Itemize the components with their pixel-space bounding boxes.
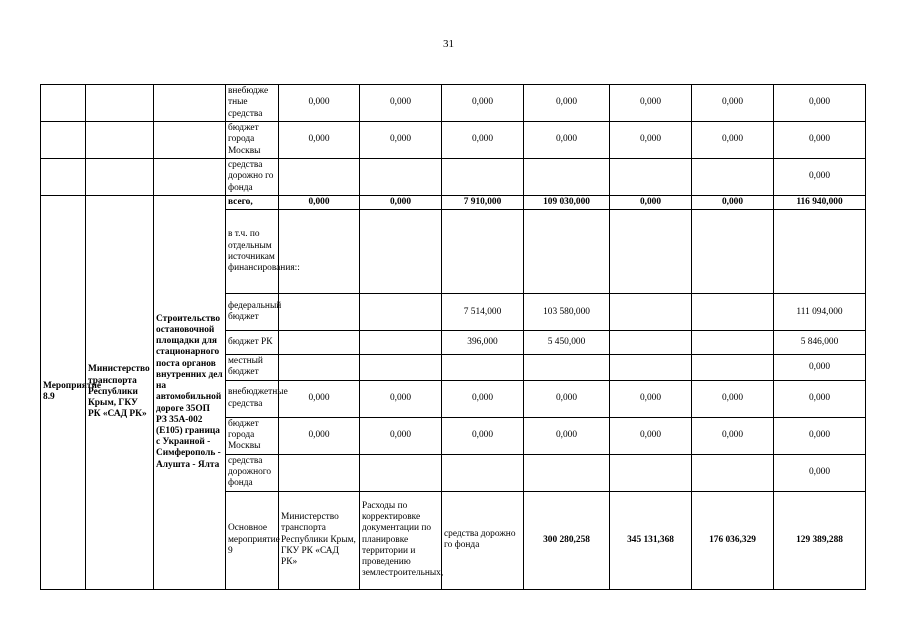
value-cell (610, 159, 692, 196)
executor-cell (86, 85, 154, 122)
event-cell (41, 122, 86, 159)
value-cell: 5 846,000 (774, 331, 866, 355)
value-cell (524, 159, 610, 196)
value-cell: 0,000 (774, 85, 866, 122)
value-cell (610, 210, 692, 294)
value-cell: 0,000 (692, 380, 774, 417)
source-cell: внебюджетные средства (226, 380, 279, 417)
value-cell (692, 331, 774, 355)
value-cell (360, 454, 442, 491)
description-cell: Расходы по корректировке документации по планировке территории и проведению землестроительных, (360, 491, 442, 589)
event-cell: Мероприятие 8.9 (41, 196, 86, 590)
value-cell: 0,000 (524, 122, 610, 159)
value-cell: 0,000 (279, 196, 360, 210)
value-cell: 0,000 (360, 196, 442, 210)
value-cell: 0,000 (360, 380, 442, 417)
value-cell: 0,000 (610, 380, 692, 417)
value-cell: 129 389,288 (774, 491, 866, 589)
description-cell: Строительство остановочной площадки для стационарного поста органов внутренних дел на автомобильной дороге 35ОП РЗ 35А-002 (Е105) граница с Украиной - Симферополь - Алушта - Ялта (154, 196, 226, 590)
value-cell: 5 450,000 (524, 331, 610, 355)
value-cell (442, 454, 524, 491)
value-cell (524, 355, 610, 380)
event-cell (41, 159, 86, 196)
value-cell: 300 280,258 (524, 491, 610, 589)
value-cell (360, 294, 442, 331)
value-cell: 0,000 (692, 85, 774, 122)
table-row (41, 122, 866, 159)
value-cell (442, 159, 524, 196)
value-cell (279, 331, 360, 355)
value-cell (442, 355, 524, 380)
value-cell (610, 454, 692, 491)
value-cell (610, 355, 692, 380)
value-cell (692, 159, 774, 196)
value-cell: 0,000 (442, 380, 524, 417)
source-cell: всего, (226, 196, 279, 210)
value-cell (610, 331, 692, 355)
value-cell: 0,000 (442, 85, 524, 122)
value-cell: 0,000 (360, 122, 442, 159)
value-cell: 111 094,000 (774, 294, 866, 331)
value-cell (279, 355, 360, 380)
event-cell (41, 85, 86, 122)
value-cell (524, 210, 610, 294)
value-cell: 0,000 (360, 85, 442, 122)
table-row (41, 159, 866, 196)
value-cell: 109 030,000 (524, 196, 610, 210)
value-cell: 0,000 (360, 417, 442, 454)
value-cell: 396,000 (442, 331, 524, 355)
value-cell (360, 331, 442, 355)
source-cell: бюджет города Москвы (226, 122, 279, 159)
event-cell: Основное мероприятие 9 (226, 491, 279, 589)
value-cell (360, 355, 442, 380)
value-cell: 176 036,329 (692, 491, 774, 589)
value-cell: 0,000 (774, 122, 866, 159)
source-cell: в т.ч. по отдельным источникам финансирования:: (226, 210, 279, 294)
value-cell: 116 940,000 (774, 196, 866, 210)
value-cell: 103 580,000 (524, 294, 610, 331)
source-cell: местный бюджет (226, 355, 279, 380)
executor-cell: Министерство транспорта Республики Крым, ГКУ РК «САД РК» (279, 491, 360, 589)
source-cell: федеральный бюджет (226, 294, 279, 331)
value-cell (692, 294, 774, 331)
value-cell: 0,000 (610, 122, 692, 159)
description-cell (154, 85, 226, 122)
value-cell: 0,000 (692, 122, 774, 159)
value-cell: 0,000 (774, 380, 866, 417)
source-cell: бюджет РК (226, 331, 279, 355)
value-cell (692, 210, 774, 294)
source-cell: внебюдже тные средства (226, 85, 279, 122)
value-cell (360, 159, 442, 196)
value-cell: 0,000 (279, 122, 360, 159)
value-cell: 0,000 (774, 159, 866, 196)
value-cell: 0,000 (524, 380, 610, 417)
table-row (41, 196, 866, 210)
value-cell: 0,000 (692, 196, 774, 210)
funding-table (40, 84, 866, 590)
value-cell: 0,000 (279, 417, 360, 454)
value-cell: 0,000 (524, 85, 610, 122)
value-cell: 0,000 (279, 380, 360, 417)
value-cell: 0,000 (692, 417, 774, 454)
value-cell: 0,000 (774, 454, 866, 491)
table-row (41, 85, 866, 122)
value-cell (279, 294, 360, 331)
value-cell (692, 454, 774, 491)
value-cell: 7 514,000 (442, 294, 524, 331)
value-cell: 0,000 (610, 196, 692, 210)
value-cell: 0,000 (610, 85, 692, 122)
value-cell: 0,000 (279, 85, 360, 122)
value-cell (279, 159, 360, 196)
source-cell: средства дорожно го фонда (442, 491, 524, 589)
value-cell (610, 294, 692, 331)
value-cell: 7 910,000 (442, 196, 524, 210)
value-cell: 0,000 (524, 417, 610, 454)
source-cell: бюджет города Москвы (226, 417, 279, 454)
description-cell (154, 159, 226, 196)
value-cell (442, 210, 524, 294)
executor-cell: Министерство транспорта Республики Крым, ГКУ РК «САД РК» (86, 196, 154, 590)
value-cell (279, 210, 360, 294)
value-cell (360, 210, 442, 294)
value-cell: 0,000 (442, 122, 524, 159)
value-cell: 0,000 (774, 417, 866, 454)
value-cell: 345 131,368 (610, 491, 692, 589)
value-cell: 0,000 (610, 417, 692, 454)
value-cell (279, 454, 360, 491)
value-cell (774, 210, 866, 294)
executor-cell (86, 122, 154, 159)
executor-cell (86, 159, 154, 196)
description-cell (154, 122, 226, 159)
source-cell: средства дорожно го фонда (226, 159, 279, 196)
value-cell: 0,000 (774, 355, 866, 380)
source-cell: средства дорожного фонда (226, 454, 279, 491)
value-cell (524, 454, 610, 491)
value-cell: 0,000 (442, 417, 524, 454)
page-number: 31 (443, 38, 454, 50)
value-cell (692, 355, 774, 380)
